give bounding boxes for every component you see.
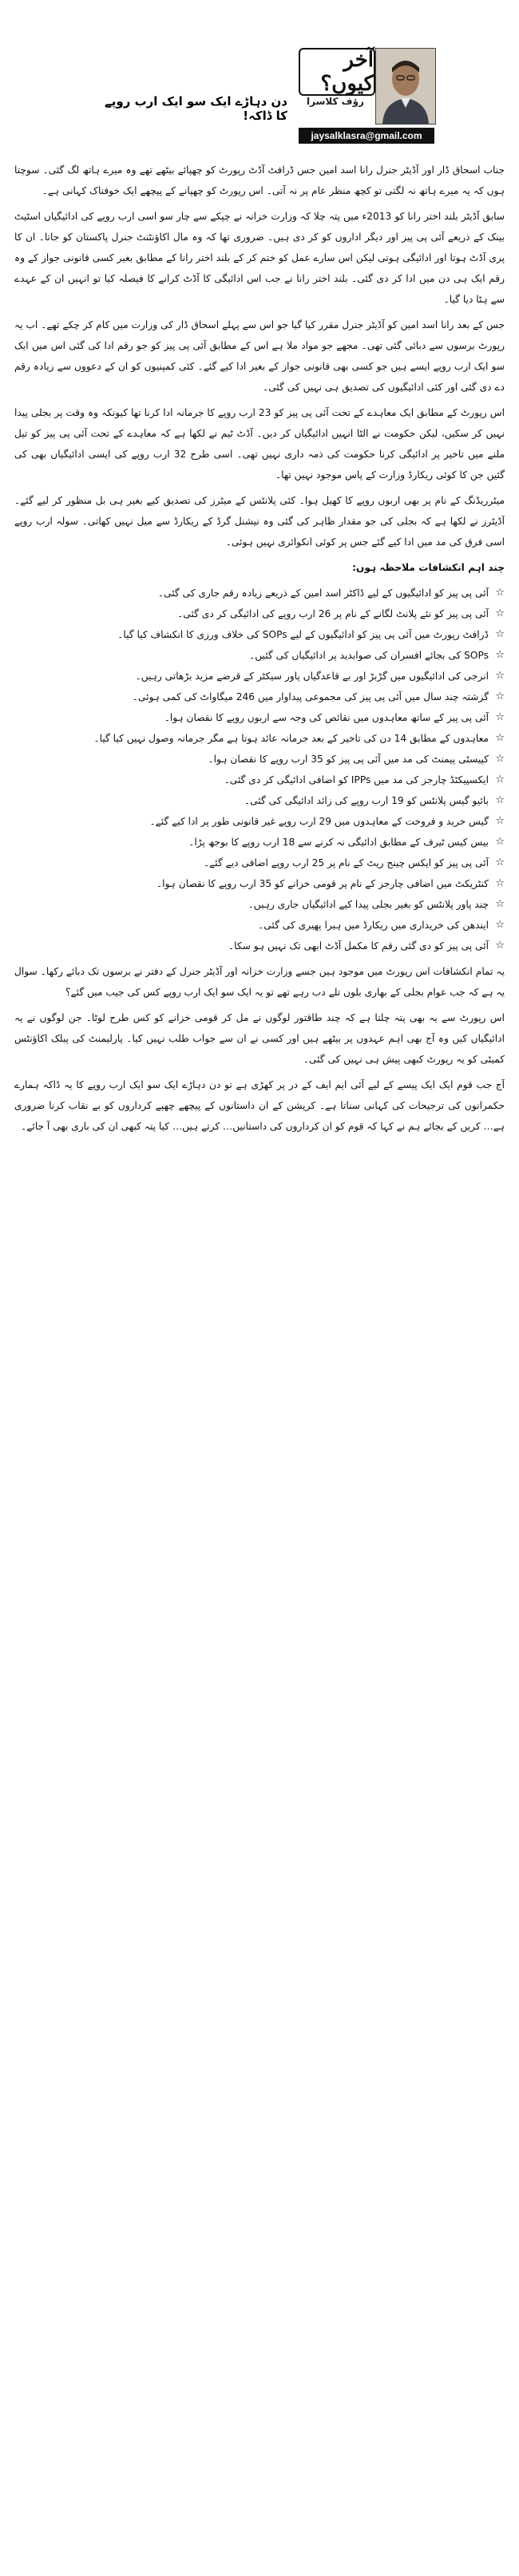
- finding-text: چند پاور پلانٹس کو بغیر بجلی پیدا کیے ادائیگیاں جاری رہیں۔: [248, 899, 489, 910]
- finding-text: آئی پی پیز کے ساتھ معاہدوں میں نقائص کی وجہ سے اربوں روپے کا نقصان ہوا۔: [164, 712, 489, 723]
- star-bullet-icon: ☆: [495, 670, 505, 682]
- star-bullet-icon: ☆: [495, 649, 505, 661]
- article-body: [14, 160, 505, 2562]
- paragraph: میٹرریڈنگ کے نام پر بھی اربوں روپے کا کھیل ہوا۔ کئی پلانٹس کے میٹرز کی تصدیق کیے بغیر ہی بل منظور کر لیے گئے۔ آڈیٹرز نے لکھا ہے کہ بجلی کی جو مقدار ظاہر کی گئی وہ نیشنل گرڈ کے ریکارڈ سے میل نہیں کھاتی۔ سولہ ارب روپے اسی فرق کی مد میں ادا کیے گئے جس پر کوئی انکوائری نہیں ہوئی۔: [14, 495, 505, 548]
- paragraph: اس رپورٹ کے مطابق ایک معاہدے کے تحت آئی پی پیز کو 23 ارب روپے کا جرمانہ ادا کرنا تھا کیونکہ وہ وقت پر بجلی پیدا نہیں کر سکیں، لیکن حکومت نے الٹا انہیں ادائیگیاں کر دیں۔ آڈٹ ٹیم نے لکھا ہے کہ معاہدے کے تحت آئی پی پیز کو تیل ملنے میں تاخیر پر ادائیگی کرنا حکومت کی ذمہ داری نہیں تھی۔ اسی طرح 32 ارب روپے کی ایسی ادائیگیاں بھی کی گئیں جن کا کوئی ریکارڈ وزارت کے پاس موجود نہیں تھا۔: [14, 407, 505, 481]
- column-title: دن دہاڑے ایک سو ایک ارب روپے کا ڈاکہ!: [104, 94, 287, 123]
- finding-text: معاہدوں کے مطابق 14 دن کی تاخیر کے بعد جرمانہ عائد ہوتا ہے مگر جرمانہ وصول نہیں کیا گیا۔: [93, 733, 489, 744]
- finding-text: انرجی کی ادائیگیوں میں گڑبڑ اور بے قاعدگیاں پاور سیکٹر کے قرضے مزید بڑھاتی رہیں۔: [135, 671, 489, 682]
- paragraph: سابق آڈیٹر بلند اختر رانا کو 2013ء میں پتہ چلا کہ وزارت خزانہ نے چپکے سے چار سو اسی ارب روپے کی ادائیگیاں اسٹیٹ بینک کے ذریعے آئی پی پیز اور دیگر اداروں کو کر دی ہیں۔ ضروری تھا کہ وہ مال اکاؤنٹنٹ جنرل پاکستان کو جاتا۔ ان کا پری آڈٹ ہوتا اور ادائیگی ہوتی لیکن اس سارے عمل کو ختم کر کے بلند اختر رانا کے مطابق بغیر کسی قانونی جواز کے وہ رقم ایک ہی دن میں ادا کر دی گئی۔ بلند اختر رانا نے جب اس ادائیگی کا آڈٹ کرانے کا فیصلہ کیا تو انہیں ان کے عہدے سے ہٹا دیا گیا۔: [14, 211, 505, 305]
- star-bullet-icon: ☆: [495, 774, 505, 785]
- finding-item: [14, 666, 505, 687]
- finding-item: [14, 687, 505, 707]
- finding-item: [14, 603, 505, 624]
- author-email: jaysalklasra@gmail.com: [299, 128, 434, 144]
- finding-text: آئی پی پیز کو نئے پلانٹ لگانے کے نام پر 26 ارب روپے کی ادائیگی کر دی گئی۔: [177, 608, 489, 619]
- star-bullet-icon: ☆: [495, 587, 505, 599]
- finding-item: [14, 936, 505, 956]
- star-bullet-icon: ☆: [495, 732, 505, 744]
- star-bullet-icon: ☆: [495, 857, 505, 869]
- author-portrait-icon: [376, 49, 435, 124]
- finding-item: [14, 728, 505, 749]
- paragraph: جناب اسحاق ڈار اور آڈیٹر جنرل رانا اسد امین جس ڈرافٹ آڈٹ رپورٹ کو چھپائے بیٹھے تھے وہ میرے ہاتھ لگ گئی۔ سوچتا ہوں کہ یہ میرے ہاتھ نہ لگتی تو کچھ منظر عام پر نہ آتی۔ اس رپورٹ کو چھپانے کے پیچھے ایک خوفناک کہانی ہے۔: [14, 164, 505, 196]
- star-bullet-icon: ☆: [495, 815, 505, 827]
- star-bullet-icon: ☆: [495, 628, 505, 640]
- finding-item: [14, 770, 505, 790]
- finding-item: [14, 811, 505, 832]
- findings-heading: چند اہم انکشافات ملاحظہ ہوں:: [352, 562, 505, 573]
- finding-text: بائیو گیس پلانٹس کو 19 ارب روپے کی زائد ادائیگی کی گئی۔: [244, 795, 489, 806]
- author-name: رؤف کلاسرا: [307, 96, 364, 107]
- finding-item: [14, 624, 505, 645]
- finding-item: [14, 749, 505, 770]
- finding-item: [14, 790, 505, 811]
- author-photo: [375, 48, 436, 125]
- finding-item: [14, 894, 505, 915]
- star-bullet-icon: ☆: [495, 607, 505, 619]
- finding-text: ڈرافٹ رپورٹ میں آئی پی پیز کو ادائیگیوں کے لیے SOPs کی خلاف ورزی کا انکشاف کیا گیا۔: [117, 629, 489, 640]
- finding-text: آئی پی پیز کو ایکس چینج ریٹ کے نام پر 25 ارب روپے اضافی دیے گئے۔: [204, 857, 489, 869]
- star-bullet-icon: ☆: [495, 794, 505, 806]
- finding-item: [14, 707, 505, 728]
- finding-text: ایندھن کی خریداری میں ریکارڈ میں ہیرا پھیری کی گئی۔: [258, 920, 489, 931]
- finding-text: آئی پی پیز کو دی گئی رقم کا مکمل آڈٹ ابھی تک نہیں ہو سکا۔: [228, 940, 489, 952]
- star-bullet-icon: ☆: [495, 877, 505, 889]
- star-bullet-icon: ☆: [495, 919, 505, 931]
- finding-text: ایکسپیکٹڈ چارجز کی مد میں IPPs کو اضافی ادائیگی کر دی گئی۔: [224, 774, 489, 785]
- finding-item: [14, 915, 505, 936]
- finding-item: [14, 645, 505, 666]
- finding-text: بیس کیس ٹیرف کے مطابق ادائیگی نہ کرنے سے 18 ارب روپے کا بوجھ پڑا۔: [188, 837, 489, 848]
- star-bullet-icon: ☆: [495, 898, 505, 910]
- paragraph: اس رپورٹ سے یہ بھی پتہ چلتا ہے کہ چند طاقتور لوگوں نے مل کر قومی خزانے کو کس طرح لوٹا۔ جن لوگوں نے یہ ادائیگیاں کیں وہ آج بھی اہم عہدوں پر بیٹھے ہیں اور کسی نے ان سے جواب طلب نہیں کیا۔ پارلیمنٹ کی پبلک اکاؤنٹس کمیٹی کو یہ رپورٹ کبھی پیش ہی نہیں کی گئی۔: [14, 1012, 505, 1065]
- finding-item: [14, 583, 505, 603]
- finding-text: کپیسٹی پیمنٹ کی مد میں آئی پی پیز کو 35 ارب روپے کا نقصان ہوا۔: [208, 754, 489, 765]
- star-bullet-icon: ☆: [495, 690, 505, 702]
- finding-text: گیس خرید و فروخت کے معاہدوں میں 29 ارب روپے غیر قانونی طور پر ادا کیے گئے۔: [149, 816, 489, 827]
- star-bullet-icon: ☆: [495, 753, 505, 765]
- finding-text: SOPs کی بجائے افسران کی صوابدید پر ادائیگیاں کی گئیں۔: [249, 650, 489, 661]
- finding-text: کنٹریکٹ میں اضافی چارجز کے نام پر قومی خزانے کو 35 ارب روپے کا نقصان ہوا۔: [156, 878, 489, 889]
- finding-item: [14, 853, 505, 873]
- finding-item: [14, 873, 505, 894]
- star-bullet-icon: ☆: [495, 940, 505, 952]
- finding-text: آئی پی پیز کو ادائیگیوں کے لیے ڈاکٹر اسد امین کے ذریعے زیادہ رقم جاری کی گئی۔: [157, 588, 489, 599]
- column-logo: آخر کیوں؟: [299, 48, 375, 96]
- paragraph: یہ تمام انکشافات اس رپورٹ میں موجود ہیں جسے وزارت خزانہ اور آڈیٹر جنرل کے دفتر نے برسوں تک دبائے رکھا۔ سوال یہ ہے کہ جب عوام بجلی کے بھاری بلوں تلے دب رہے تھے تو یہ ایک سو ایک ارب روپے کس کی جیب میں گئے؟: [14, 966, 505, 998]
- star-bullet-icon: ☆: [495, 836, 505, 848]
- column-masthead: [299, 48, 434, 152]
- paragraph: آج جب قوم ایک ایک پیسے کے لیے آئی ایم ایف کے در پر کھڑی ہے تو دن دہاڑے ایک سو ایک ارب روپے کا یہ ڈاکہ ہمارے حکمرانوں کی ترجیحات کی کہانی سناتا ہے۔ کرپشن کے ان داستانوں کے پیچھے چھپے کرداروں کو بے نقاب کرنا ضروری ہے… کریں کے بجائے ہم نے کہا کہ قوم کو ان کرداروں کی داستانیں… کرتے ہیں… کیا پتہ کبھی ان کی باری بھی آ جائے۔: [14, 1079, 505, 1132]
- star-bullet-icon: ☆: [495, 711, 505, 723]
- findings-list: [14, 583, 505, 956]
- finding-item: [14, 832, 505, 853]
- finding-text: گزشتہ چند سال میں آئی پی پیز کی مجموعی پیداوار میں 246 میگاواٹ کی کمی ہوئی۔: [132, 691, 489, 702]
- paragraph: جس کے بعد رانا اسد امین کو آڈیٹر جنرل مقرر کیا گیا جو اس سے پہلے اسحاق ڈار کی وزارت میں کام کر چکے تھے۔ اب یہ رپورٹ برسوں سے دبائی گئی تھی۔ مجھے جو مواد ملا ہے اس کے مطابق آئی پی پیز کو جو رقم ادا کی گئی اس میں ایک سو ایک ارب روپے ایسے ہیں جو کسی بھی قانونی جواز کے بغیر ادا کیے گئے۔ کئی کمپنیوں کو ان کے دعووں سے زیادہ رقم دے دی گئی اور کئی ادائیگیوں کی تصدیق ہی نہیں کی گئی۔: [14, 319, 505, 393]
